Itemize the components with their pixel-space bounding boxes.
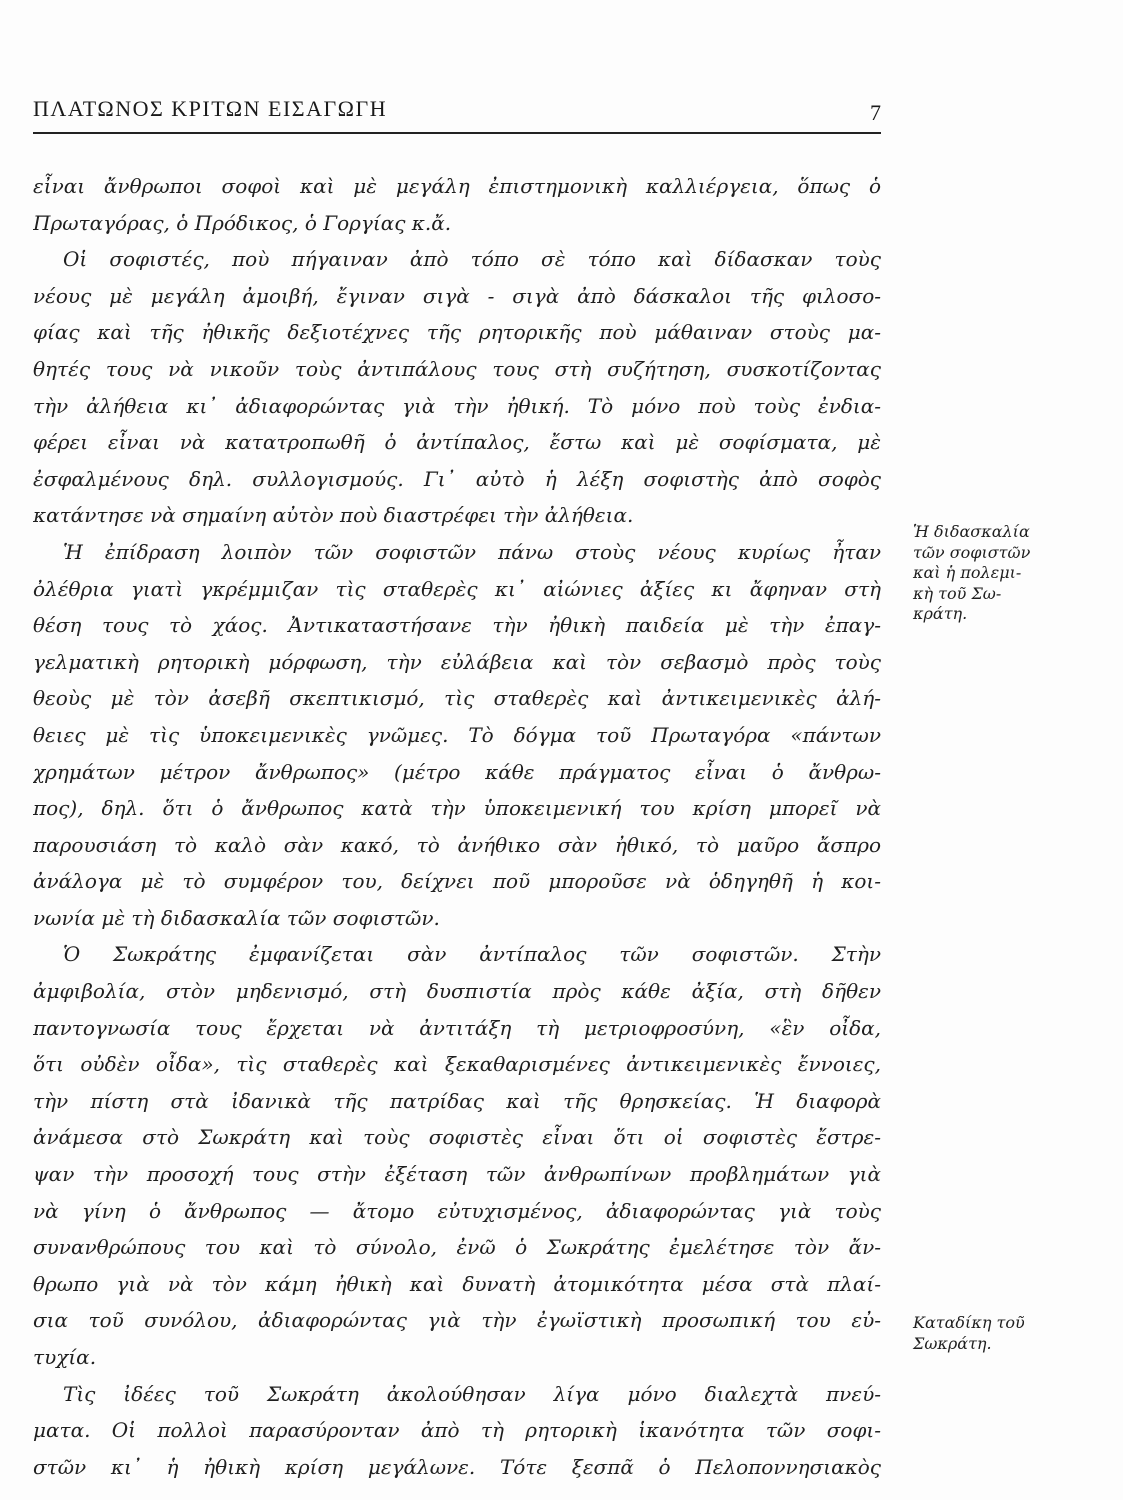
text-line: παρουσιάση τὸ καλὸ σὰν κακό, τὸ ἀνήθικο σὰν ἠθικό, τὸ μαῦρο ἄσπρο xyxy=(33,832,881,857)
text-line: ἀμφιβολία, στὸν μηδενισμό, στὴ δυσπιστία πρὸς κάθε ἀξία, στὴ δῆθεν xyxy=(33,979,881,1004)
text-line: ἀνάλογα μὲ τὸ συμφέρον του, δείχνει ποῦ μποροῦσε νὰ ὁδηγηθῆ ἡ κοι- xyxy=(33,869,881,894)
margin-note-line: τῶν σοφιστῶν xyxy=(913,542,1031,562)
text-line: Οἱ σοφιστές, ποὺ πήγαιναν ἀπὸ τόπο σὲ τόπο καὶ δίδασκαν τοὺς xyxy=(63,247,881,272)
text-line: παντογνωσία τους ἔρχεται νὰ ἀντιτάξη τὴ μετριοφροσύνη, «ἓν οἶδα, xyxy=(33,1015,881,1040)
text-line: νὰ γίνη ὁ ἄνθρωπος — ἄτομο εὐτυχισμένος, ἀδιαφορώντας γιὰ τοὺς xyxy=(33,1198,881,1223)
margin-note-line: κὴ τοῦ Σω- xyxy=(913,583,1002,603)
text-line: κατάντησε νὰ σημαίνη αὐτὸν ποὺ διαστρέφει τὴν ἀλήθεια. xyxy=(33,503,634,528)
text-line: γελματικὴ ρητορικὴ μόρφωση, τὴν εὐλάβεια καὶ τὸν σεβασμὸ πρὸς τοὺς xyxy=(33,649,881,674)
text-line: φίας καὶ τῆς ἠθικῆς δεξιοτέχνες τῆς ρητορικῆς ποὺ μάθαιναν στοὺς μα- xyxy=(33,320,881,345)
text-line: χρημάτων μέτρον ἄνθρωπος» (μέτρο κάθε πράγματος εἶναι ὁ ἄνθρω- xyxy=(33,759,881,784)
text-line: Πρωταγόρας, ὁ Πρόδικος, ὁ Γοργίας κ.ἄ. xyxy=(33,210,452,235)
margin-note-line: καὶ ἡ πολεμι- xyxy=(913,563,1022,583)
text-line: εἶναι ἄνθρωποι σοφοὶ καὶ μὲ μεγάλη ἐπιστημονικὴ καλλιέργεια, ὅπως ὁ xyxy=(33,174,881,198)
text-line: Ὁ Σωκράτης ἐμφανίζεται σὰν ἀντίπαλος τῶν σοφιστῶν. Στὴν xyxy=(63,942,881,967)
text-line: ψαν τὴν προσοχή τους στὴν ἐξέταση τῶν ἀνθρωπίνων προβλημάτων γιὰ xyxy=(33,1162,881,1187)
text-line: θέση τους τὸ χάος. Ἀντικαταστήσανε τὴν ἠθικὴ παιδεία μὲ τὴν ἐπαγ- xyxy=(33,613,881,638)
text-line: τυχία. xyxy=(33,1345,97,1369)
text-line: ὀλέθρια γιατὶ γκρέμμιζαν τὶς σταθερὲς κι᾿ αἰώνιες ἀξίες κι ἄφηναν στὴ xyxy=(33,576,881,601)
margin-note-socrates-conviction xyxy=(913,1313,1113,1354)
running-header xyxy=(33,96,881,134)
text-line: Ἡ ἐπίδραση λοιπὸν τῶν σοφιστῶν πάνω στοὺς νέους κυρίως ἦταν xyxy=(63,539,881,564)
margin-note-line: Ἡ διδασκαλία xyxy=(913,522,1030,541)
text-line: Τὶς ἰδέες τοῦ Σωκράτη ἀκολούθησαν λίγα μόνο διαλεχτὰ πνεύ- xyxy=(63,1381,881,1406)
margin-note-line: κράτη. xyxy=(913,604,968,624)
header-title: ΠΛΑΤΩΝΟΣ ΚΡΙΤΩΝ ΕΙΣΑΓΩΓΗ xyxy=(33,96,388,121)
text-line: ματα. Οἱ πολλοὶ παρασύρονταν ἀπὸ τὴ ρητορικὴ ἱκανότητα τῶν σοφι- xyxy=(33,1418,881,1443)
text-line: στῶν κι᾿ ἡ ἠθικὴ κρίση μεγάλωνε. Τότε ξεσπᾶ ὁ Πελοποννησιακὸς xyxy=(33,1454,881,1479)
margin-note-sophists-teaching xyxy=(913,522,1113,625)
text-line: ὅτι οὐδὲν οἶδα», τὶς σταθερὲς καὶ ξεκαθαρισμένες ἀντικειμενικὲς ἔννοιες, xyxy=(33,1052,881,1077)
text-line: πος), δηλ. ὅτι ὁ ἄνθρωπος κατὰ τὴν ὑποκειμενική του κρίση μπορεῖ νὰ xyxy=(33,796,881,821)
text-line: θεοὺς μὲ τὸν ἀσεβῆ σκεπτικισμό, τὶς σταθερὲς καὶ ἀντικειμενικὲς ἀλή- xyxy=(33,686,881,711)
text-line: θητές τους νὰ νικοῦν τοὺς ἀντιπάλους τους στὴ συζήτηση, συσκοτίζοντας xyxy=(33,356,881,381)
text-line: σια τοῦ συνόλου, ἀδιαφορώντας γιὰ τὴν ἐγωϊστικὴ προσωπική του εὐ- xyxy=(33,1308,881,1333)
margin-note-line: Καταδίκη τοῦ xyxy=(913,1313,1025,1332)
text-line: συνανθρώπους του καὶ τὸ σύνολο, ἐνῶ ὁ Σωκράτης ἐμελέτησε τὸν ἄν- xyxy=(33,1235,881,1260)
text-line: νέους μὲ μεγάλη ἀμοιβή, ἔγιναν σιγὰ - σιγὰ ἀπὸ δάσκαλοι τῆς φιλοσο- xyxy=(33,283,881,308)
margin-note-line: Σωκράτη. xyxy=(913,1333,992,1353)
text-line: ἐσφαλμένους δηλ. συλλογισμούς. Γι᾿ αὐτὸ ἡ λέξη σοφιστὴς ἀπὸ σοφὸς xyxy=(33,466,881,491)
text-line: φέρει εἶναι νὰ κατατροπωθῆ ὁ ἀντίπαλος, ἔστω καὶ μὲ σοφίσματα, μὲ xyxy=(33,430,881,455)
text-line: τὴν ἀλήθεια κι᾿ ἀδιαφορώντας γιὰ τὴν ἠθική. Τὸ μόνο ποὺ τοὺς ἐνδια- xyxy=(33,393,881,418)
text-line: θειες μὲ τὶς ὑποκειμενικὲς γνῶμες. Τὸ δόγμα τοῦ Πρωταγόρα «πάντων xyxy=(33,722,881,747)
text-line: θρωπο γιὰ νὰ τὸν κάμη ἠθικὴ καὶ δυνατὴ ἀτομικότητα μέσα στὰ πλαί- xyxy=(33,1271,881,1296)
text-line: τὴν πίστη στὰ ἰδανικὰ τῆς πατρίδας καὶ τῆς θρησκείας. Ἡ διαφορὰ xyxy=(33,1088,881,1113)
text-line: ἀνάμεσα στὸ Σωκράτη καὶ τοὺς σοφιστὲς εἶναι ὅτι οἱ σοφιστὲς ἔστρε- xyxy=(33,1125,881,1150)
text-line: νωνία μὲ τὴ διδασκαλία τῶν σοφιστῶν. xyxy=(33,905,440,930)
body-text xyxy=(33,168,881,1485)
page-number: 7 xyxy=(870,100,881,125)
